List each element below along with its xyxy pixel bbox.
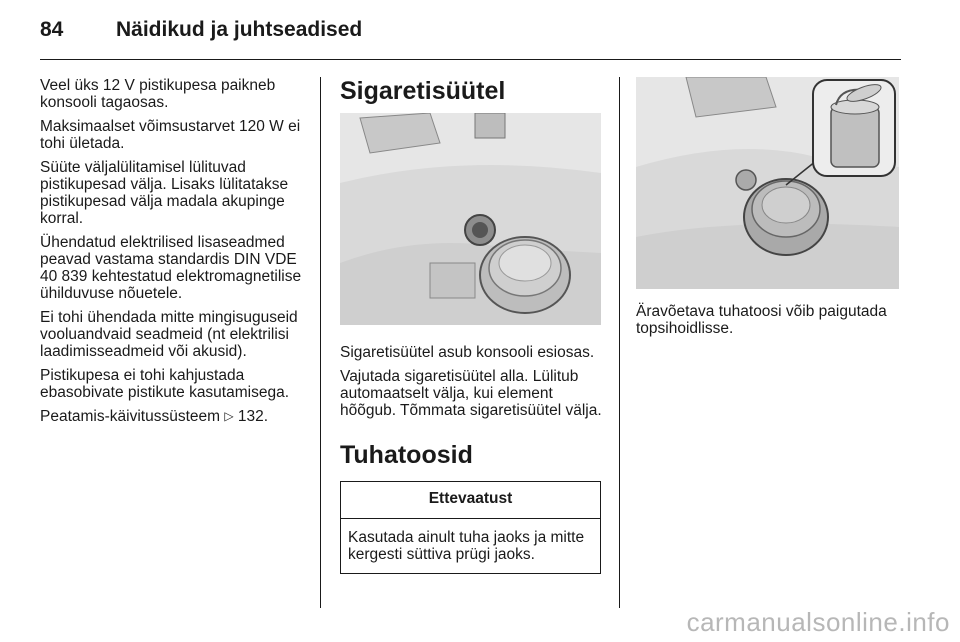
column-divider-left bbox=[320, 77, 321, 608]
page-number: 84 bbox=[40, 18, 64, 41]
paragraph: Sigaretisüütel asub konsooli esiosas. bbox=[340, 344, 595, 361]
ashtray-illustration bbox=[636, 77, 899, 289]
cigarette-lighter-figure bbox=[340, 113, 601, 325]
paragraph: Maksimaalset võimsustarvet 120 W ei tohi ületada. bbox=[40, 118, 301, 152]
header-rule bbox=[40, 59, 901, 60]
ashtray-figure bbox=[636, 77, 899, 289]
chapter-title: Näidikud ja juhtseadised bbox=[116, 18, 363, 41]
right-column bbox=[636, 77, 900, 337]
paragraph: Ei tohi ühendada mitte mingisuguseid vooluandvaid seadmeid (nt elektrilisi laadimisseadmeid või akusid). bbox=[40, 309, 298, 360]
xref-text: Peatamis-käivitussüsteem bbox=[40, 408, 221, 425]
paragraph: Äravõetava tuhatoosi võib paigutada topsihoidlisse. bbox=[636, 303, 887, 337]
column-divider-right bbox=[619, 77, 620, 608]
left-column bbox=[40, 77, 312, 432]
cigarette-lighter-illustration bbox=[340, 113, 601, 325]
paragraph: Vajutada sigaretisüütel alla. Lülitub automaatselt välja, kui element hõõgub. Tõmmata sigaretisüütel välja. bbox=[340, 368, 602, 419]
page-reference-icon: ▷ bbox=[224, 409, 234, 423]
middle-column bbox=[340, 77, 602, 574]
watermark: carmanualsonline.info bbox=[686, 607, 950, 637]
xref-page: 132. bbox=[237, 408, 269, 425]
cross-reference[interactable] bbox=[40, 408, 312, 425]
paragraph: Ühendatud elektrilised lisaseadmed peavad vastama standardis DIN VDE 40 839 kehtestatud elektromagnetilise ühilduvuse nõuetele. bbox=[40, 234, 302, 302]
section-heading-cigarette-lighter: Sigaretisüütel bbox=[340, 77, 506, 105]
paragraph: Süüte väljalülitamisel lülituvad pistikupesad välja. Lisaks lülitatakse pistikupesad välja madala akupinge korral. bbox=[40, 159, 289, 227]
paragraph: Pistikupesa ei tohi kahjustada ebasobivate pistikute kasutamisega. bbox=[40, 367, 290, 401]
caution-text: Kasutada ainult tuha jaoks ja mitte kergesti süttiva prügi jaoks. bbox=[348, 529, 585, 563]
paragraph: Veel üks 12 V pistikupesa paikneb konsooli tagaosas. bbox=[40, 77, 276, 111]
caution-box bbox=[340, 481, 601, 574]
page-header bbox=[40, 16, 900, 56]
caution-title: Ettevaatust bbox=[341, 482, 600, 519]
section-heading-ashtrays: Tuhatoosid bbox=[340, 441, 473, 469]
